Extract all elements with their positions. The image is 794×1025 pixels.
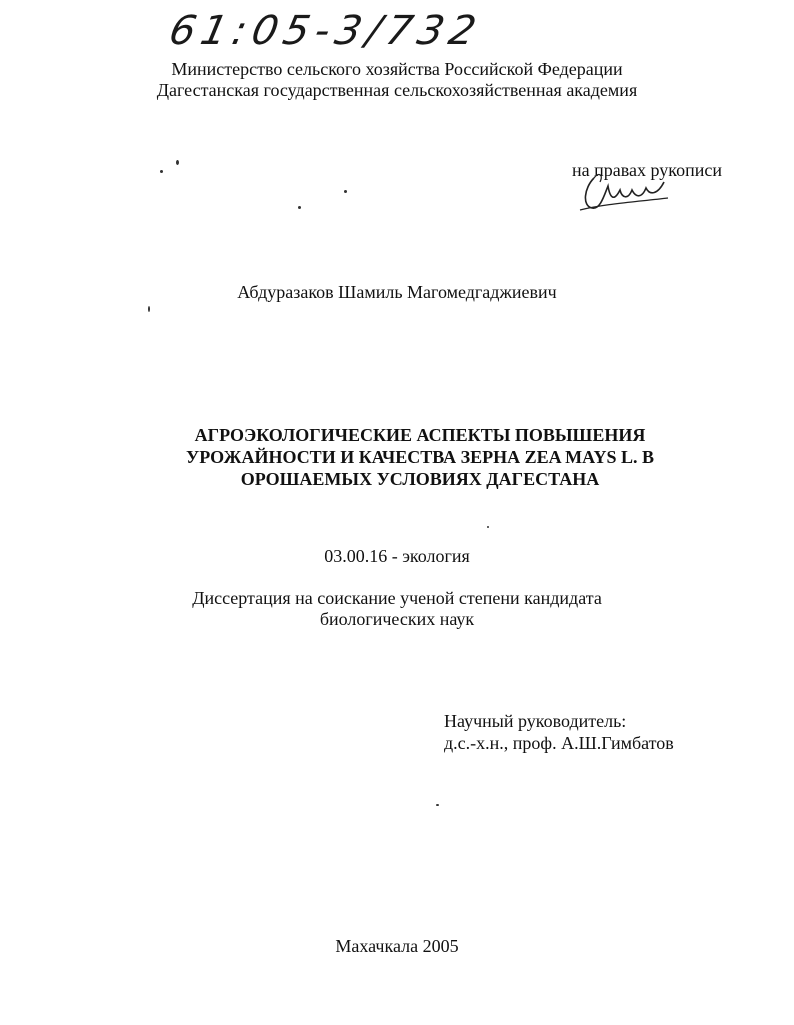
city-year: Махачкала 2005 xyxy=(335,936,459,956)
degree-line: биологических наук xyxy=(319,609,475,629)
dissertation-title xyxy=(160,424,680,490)
scan-speck xyxy=(344,190,347,193)
academy-name: Дагестанская государственная сельскохозяйственная академия xyxy=(156,80,638,100)
scan-speck xyxy=(148,306,150,312)
manuscript-rights-note: на правах рукописи xyxy=(572,160,722,180)
scan-speck xyxy=(176,160,179,165)
scan-speck xyxy=(487,526,489,528)
signature-icon xyxy=(574,168,674,216)
scan-speck xyxy=(436,804,439,806)
handwritten-catalog-number: 61:05-3/732 xyxy=(165,8,486,54)
title-line: ОРОШАЕМЫХ УСЛОВИЯХ ДАГЕСТАНА xyxy=(240,469,600,489)
title-line: АГРОЭКОЛОГИЧЕСКИЕ АСПЕКТЫ ПОВЫШЕНИЯ xyxy=(194,425,646,445)
supervisor-name: д.с.-х.н., проф. А.Ш.Гимбатов xyxy=(444,733,674,753)
supervisor-label: Научный руководитель: xyxy=(444,711,627,731)
supervisor-block xyxy=(444,710,674,754)
author-name: Абдуразаков Шамиль Магомедгаджиевич xyxy=(237,282,557,302)
ministry-name: Министерство сельского хозяйства Российской Федерации xyxy=(171,59,623,79)
dissertation-degree xyxy=(0,588,794,630)
specialty-code: 03.00.16 - экология xyxy=(324,546,470,566)
scan-speck xyxy=(298,206,301,209)
scan-speck xyxy=(160,170,163,173)
degree-line: Диссертация на соискание ученой степени кандидата xyxy=(192,588,602,608)
title-line: УРОЖАЙНОСТИ И КАЧЕСТВА ЗЕРНА ZEA MAYS L. В xyxy=(186,447,654,467)
